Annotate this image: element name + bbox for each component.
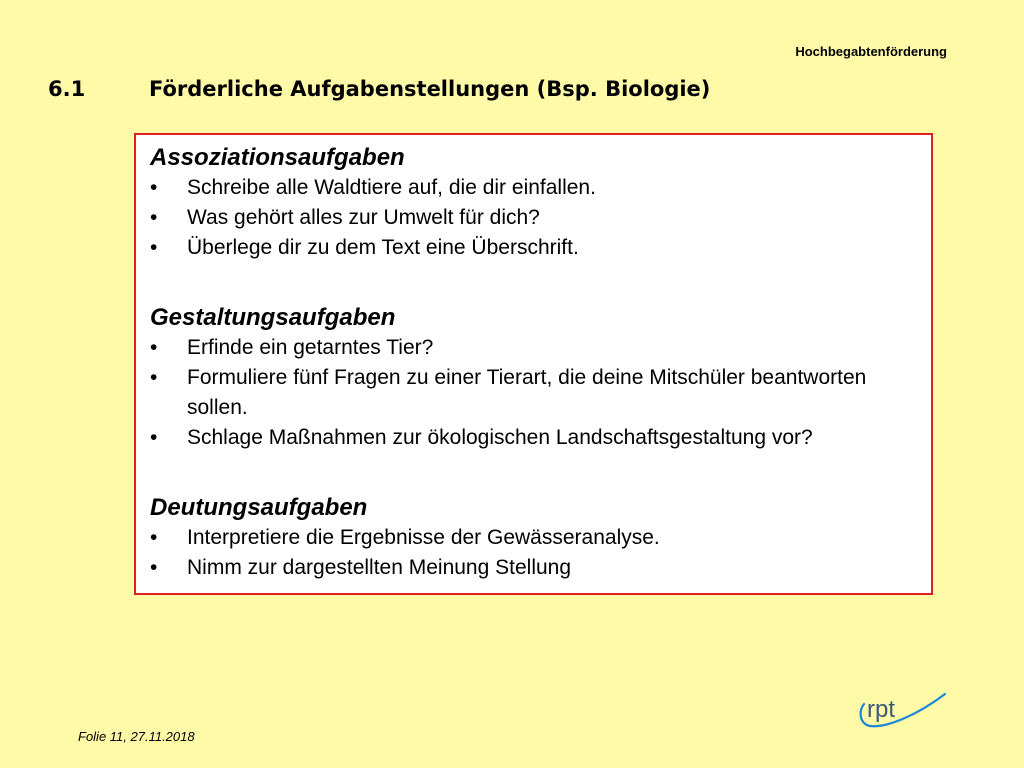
section-interpretation [150,493,930,583]
list-item-text: Schreibe alle Waldtiere auf, die dir einfallen. [187,176,596,199]
rpt-logo-icon [856,690,948,734]
bullet-list [150,523,930,583]
list-item-text: Interpretiere die Ergebnisse der Gewässeranalyse. [187,526,660,549]
content-box [134,133,933,595]
slide-title-text: Förderliche Aufgabenstellungen (Bsp. Biologie) [149,77,711,101]
section-heading: Assoziationsaufgaben [150,144,405,171]
list-item [150,363,930,423]
section-heading: Deutungsaufgaben [150,494,368,521]
slide-title-number: 6.1 [48,77,86,101]
bullet-list [150,333,930,453]
list-item-text: Was gehört alles zur Umwelt für dich? [187,206,540,229]
section-design [150,303,930,453]
list-item [150,233,930,263]
section-heading: Gestaltungsaufgaben [150,304,396,331]
list-item [150,523,930,553]
rpt-logo-text: rpt [867,696,896,723]
list-item-text: Erfinde ein getarntes Tier? [187,336,434,359]
header-label: Hochbegabtenförderung [795,44,947,59]
list-item [150,553,930,583]
rpt-logo [856,690,948,734]
list-item-text: Nimm zur dargestellten Meinung Stellung [187,556,572,579]
bullet-icon: • [150,556,158,579]
bullet-icon: • [150,176,158,199]
bullet-icon: • [150,236,158,259]
section-association [150,143,930,263]
bullet-icon: • [150,336,158,359]
slide-title [48,77,710,101]
bullet-icon: • [150,366,158,389]
bullet-icon: • [150,426,158,449]
footer-label: Folie 11, 27.11.2018 [78,729,195,744]
list-item [150,423,930,453]
list-item-text: Überlege dir zu dem Text eine Überschrift. [187,236,579,259]
list-item [150,173,930,203]
bullet-list [150,173,930,263]
bullet-icon: • [150,206,158,229]
list-item [150,203,930,233]
bullet-icon: • [150,526,158,549]
list-item [150,333,930,363]
list-item-text: Schlage Maßnahmen zur ökologischen Landschaftsgestaltung vor? [187,426,813,449]
list-item-text: Formuliere fünf Fragen zu einer Tierart, die deine Mitschüler beantworten sollen. [187,366,867,419]
